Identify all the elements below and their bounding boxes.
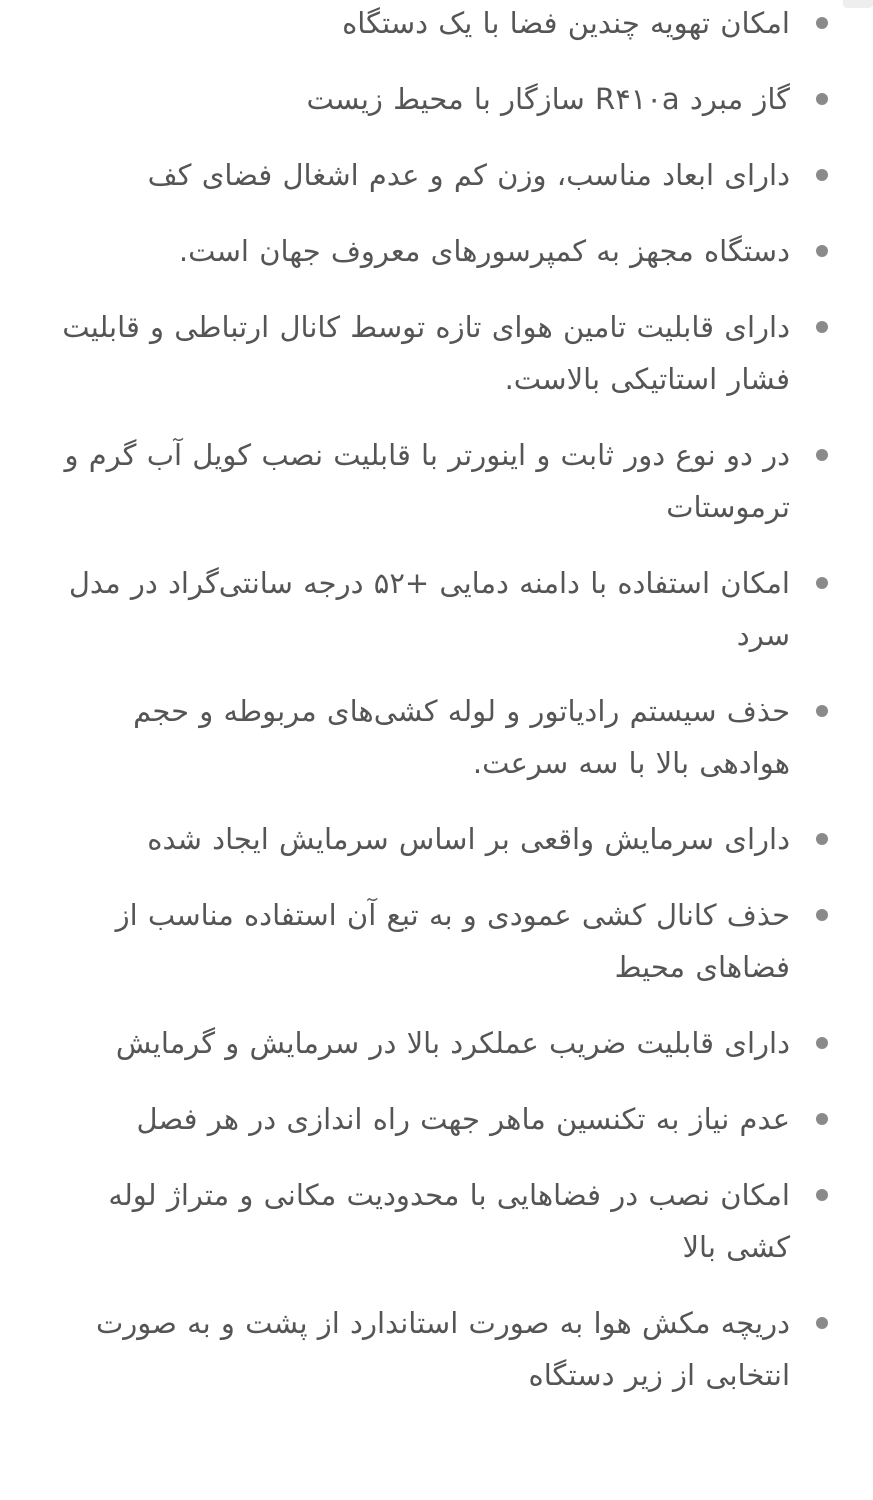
list-item [36, 73, 832, 125]
list-item [36, 685, 832, 789]
list-item [36, 301, 832, 405]
feature-text: امکان استفاده با دامنه دمایی +۵۲ درجه سانتی‌گراد در مدل سرد [68, 566, 790, 652]
feature-text: گاز مبرد R۴۱۰a سازگار با محیط زیست [306, 82, 790, 116]
feature-text: عدم نیاز به تکنسین ماهر جهت راه اندازی در هر فصل [136, 1102, 790, 1136]
list-item [36, 813, 832, 865]
list-item [36, 1093, 832, 1145]
feature-text: امکان تهویه چندین فضا با یک دستگاه [342, 6, 790, 40]
bullet-icon [816, 321, 828, 333]
bullet-icon [816, 169, 828, 181]
list-item [36, 149, 832, 201]
list-item [36, 225, 832, 277]
list-item [36, 429, 832, 533]
bullet-icon [816, 93, 828, 105]
bullet-icon [816, 1113, 828, 1125]
bullet-icon [816, 245, 828, 257]
feature-text: دریچه مکش هوا به صورت استاندارد از پشت و به صورت انتخابی از زیر دستگاه [95, 1306, 790, 1392]
bullet-icon [816, 833, 828, 845]
list-item [36, 557, 832, 661]
list-item [36, 1017, 832, 1069]
feature-text: حذف سیستم رادیاتور و لوله کشی‌های مربوطه و حجم هوادهی بالا با سه سرعت. [133, 694, 790, 780]
list-item [36, 1297, 832, 1401]
bullet-icon [816, 1317, 828, 1329]
feature-text: حذف کانال کشی عمودی و به تبع آن استفاده مناسب از فضاهای محیط [115, 898, 790, 984]
bullet-icon [816, 449, 828, 461]
feature-text: امکان نصب در فضاهایی با محدودیت مکانی و متراژ لوله کشی بالا [108, 1178, 790, 1264]
feature-text: دارای سرمایش واقعی بر اساس سرمایش ایجاد شده [147, 822, 790, 856]
feature-text: دارای قابلیت تامین هوای تازه توسط کانال ارتباطی و قابلیت فشار استاتیکی بالاست. [62, 310, 790, 396]
scroll-hint [843, 0, 873, 8]
bullet-icon [816, 705, 828, 717]
feature-text: دارای ابعاد مناسب، وزن کم و عدم اشغال فضای کف [147, 158, 790, 192]
bullet-icon [816, 1189, 828, 1201]
bullet-icon [816, 909, 828, 921]
list-item [36, 0, 832, 49]
feature-text: دستگاه مجهز به کمپرسورهای معروف جهان است. [178, 234, 790, 268]
list-item [36, 889, 832, 993]
feature-list [36, 0, 832, 1425]
list-item [36, 1169, 832, 1273]
feature-text: در دو نوع دور ثابت و اینورتر با قابلیت نصب کویل آب گرم و ترموستات [64, 438, 790, 524]
feature-text: دارای قابلیت ضریب عملکرد بالا در سرمایش و گرمایش [115, 1026, 790, 1060]
bullet-icon [816, 1037, 828, 1049]
bullet-icon [816, 17, 828, 29]
bullet-icon [816, 577, 828, 589]
